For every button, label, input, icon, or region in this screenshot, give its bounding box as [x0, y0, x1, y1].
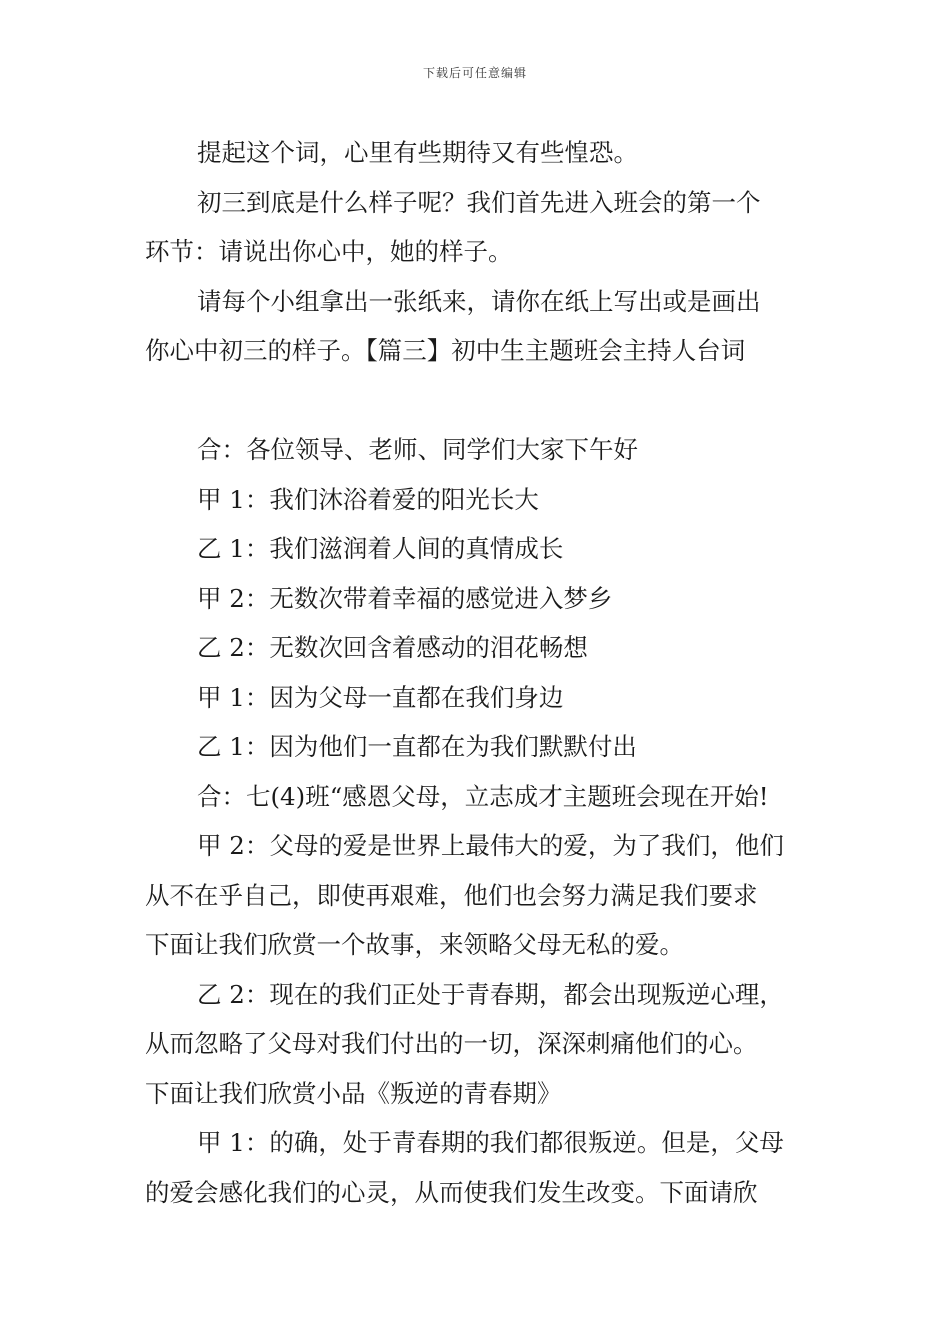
document-body — [145, 128, 810, 1217]
dialogue-line: 乙 2：无数次回含着感动的泪花畅想 — [197, 633, 588, 662]
dialogue-line: 乙 1：我们滋润着人间的真情成长 — [197, 534, 564, 563]
dialogue-line: 乙 2：现在的我们正处于青春期，都会出现叛逆心理， — [197, 979, 784, 1009]
paragraph-line: 请每个小组拿出一张纸来，请你在纸上写出或是画出 — [197, 286, 761, 316]
paragraph-line: 下面让我们欣赏一个故事，来领略父母无私的爱。 — [145, 930, 684, 959]
dialogue-line: 甲 2：父母的爱是世界上最伟大的爱，为了我们，他们 — [197, 831, 784, 860]
paragraph-line: 从不在乎自己，即使再艰难，他们也会努力满足我们要求 — [145, 880, 758, 910]
paragraph-line: 初三到底是什么样子呢？我们首先进入班会的第一个 — [197, 187, 761, 217]
dialogue-line: 甲 1：因为父母一直都在我们身边 — [197, 682, 564, 712]
paragraph-line: 的爱会感化我们的心灵，从而使我们发生改变。下面请欣 — [145, 1177, 758, 1207]
paragraph-line: 你心中初三的样子。【篇三】初中生主题班会主持人台词 — [145, 336, 746, 365]
paragraph-line: 环节：请说出你心中，她的样子。 — [145, 237, 513, 266]
paragraph-line: 下面让我们欣赏小品《叛逆的青春期》 — [145, 1078, 562, 1108]
blank-line — [145, 376, 810, 426]
paragraph-line: 提起这个词，心里有些期待又有些惶恐。 — [197, 138, 638, 167]
dialogue-line: 甲 2：无数次带着幸福的感觉进入梦乡 — [197, 583, 613, 613]
dialogue-line: 乙 1：因为他们一直都在为我们默默付出 — [197, 732, 637, 761]
dialogue-line: 合：七(4)班“感恩父母，立志成才主题班会现在开始! — [197, 781, 769, 811]
paragraph-line: 从而忽略了父母对我们付出的一切，深深刺痛他们的心。 — [145, 1029, 758, 1058]
dialogue-line: 合：各位领导、老师、同学们大家下午好 — [197, 435, 638, 464]
dialogue-line: 甲 1：我们沐浴着爱的阳光长大 — [197, 484, 539, 514]
dialogue-line: 甲 1：的确，处于青春期的我们都很叛逆。但是，父母 — [197, 1128, 784, 1157]
page-header: 下载后可任意编辑 — [422, 66, 527, 80]
